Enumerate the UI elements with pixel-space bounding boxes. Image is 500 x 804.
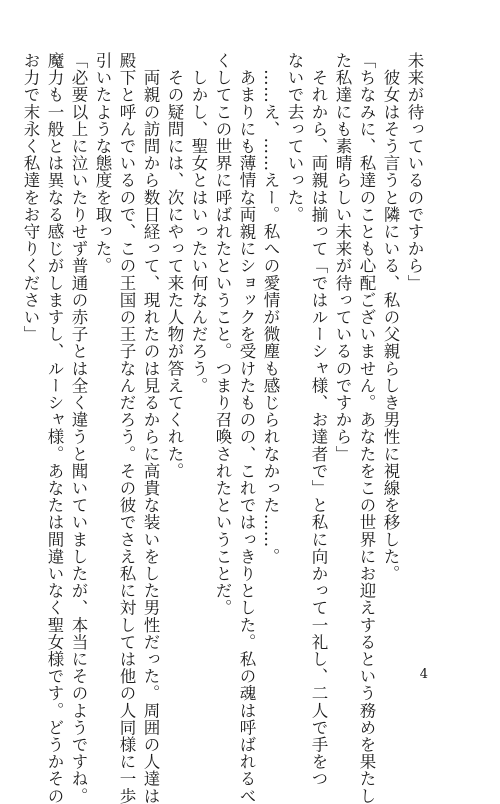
text-line: 未来が待っているのですから」	[405, 52, 424, 292]
page-number: 4	[419, 667, 428, 682]
body-text	[21, 52, 426, 804]
text-line: 殿下と呼んでいるので、この王国の王子なんだろう。その彼でさえ私に対しては他の人同様に一歩	[117, 52, 136, 804]
text-line: 「ちなみに、私達のことも心配ございません。あなたをこの世界にお迎えするという務めを果たし	[357, 52, 376, 804]
text-line: 「必要以上に泣いたりせず普通の赤子とは全く違うと聞いていましたが、本当にそのようですね。	[69, 52, 88, 804]
text-line: あまりにも薄情な両親にショックを受けたものの、これではっきりとした。私の魂は呼ばれるべ	[237, 52, 256, 804]
text-line: 彼女はそう言うと隣にいる、私の父親らしき男性に視線を移した。	[381, 52, 400, 583]
text-line: その疑問には、次にやって来た人物が答えてくれた。	[165, 52, 184, 480]
text-line: 引いたような態度を取った。	[93, 52, 112, 275]
text-line: それから、両親は揃って「ではルーシャ様、お達者で」と私に向かって一礼し、二人で手をつ	[309, 52, 328, 788]
text-line: た私達にも素晴らしい未来が待っているのですから」	[333, 52, 352, 463]
text-line: ……え、……えー。私への愛情が微塵も感じられなかった……。	[261, 52, 280, 565]
text-line: くしてこの世界に呼ばれたということ。つまり召喚されたということだ。	[213, 52, 232, 617]
text-line: お力で末永く私達をお守りください」	[21, 52, 40, 343]
text-line: ないで去っていった。	[285, 52, 304, 223]
text-line: 魔力も一般とは異なる感じがしますし、ルーシャ様。あなたは間違いなく聖女様です。どうかその	[45, 52, 64, 804]
text-line: しかし、聖女とはいったい何なんだろう。	[189, 52, 208, 394]
text-line: 両親の訪問から数日経って、現れたのは見るからに高貴な装いをした男性だった。周囲の人達は	[141, 52, 160, 804]
